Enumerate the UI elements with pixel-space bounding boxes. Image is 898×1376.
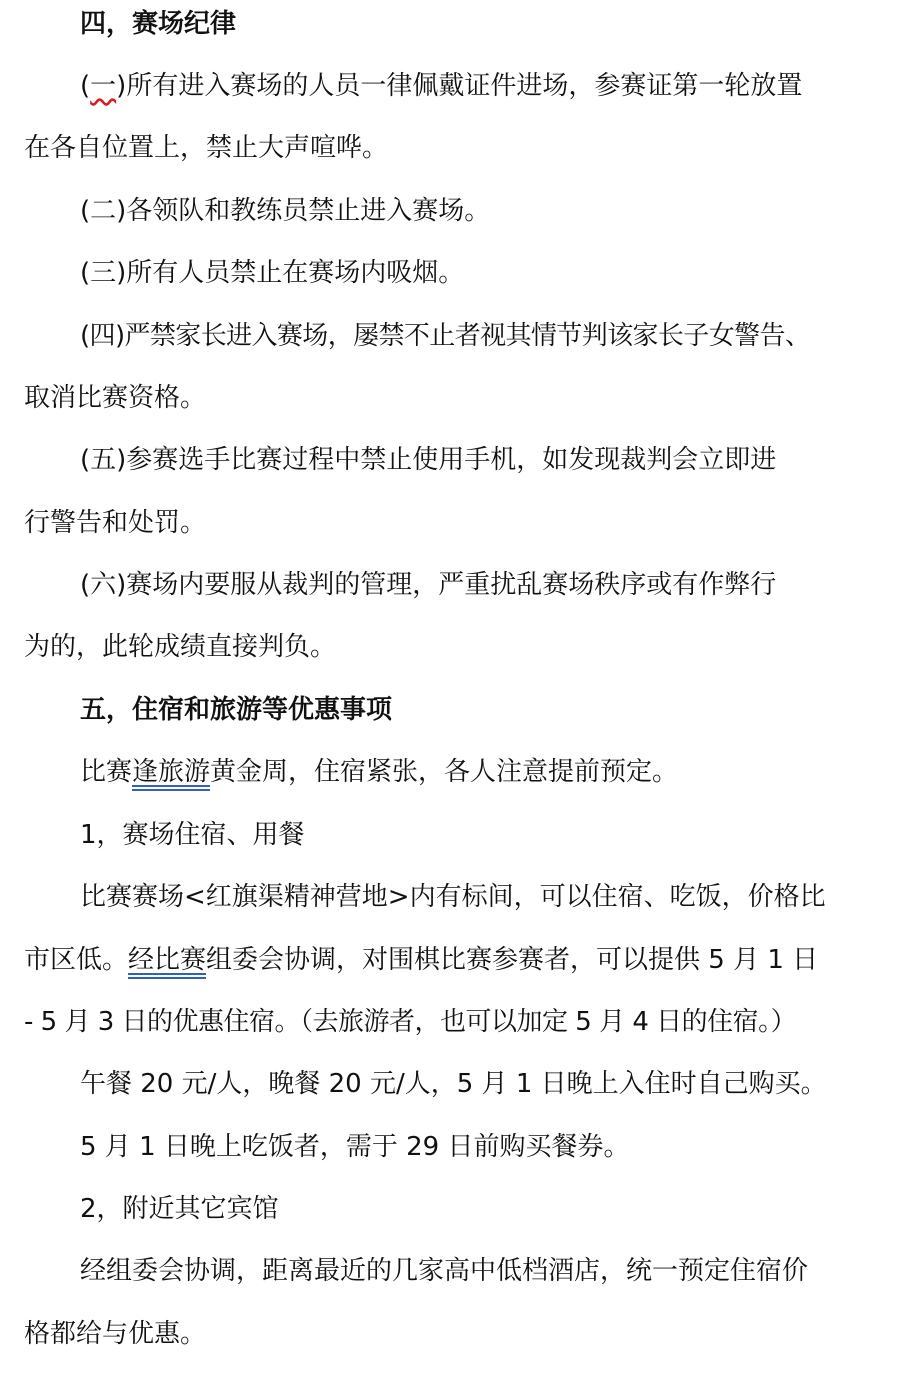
rule-5-line-2: 行警告和处罚。	[24, 508, 207, 538]
rule-6-line-2: 为的，此轮成绩直接判负。	[24, 632, 337, 662]
para-1-grammar-mark: 经比赛	[128, 945, 207, 975]
rule-1-text: 所有进入赛场的人员一律佩戴证件进场，参赛证第一轮放置	[126, 71, 803, 101]
para-1-line-2-prefix: 市区低。	[24, 945, 129, 975]
rule-6-line-1	[0, 565, 898, 605]
rule-3-text: 所有人员禁止在赛场内吸烟。	[126, 258, 465, 288]
rule-4-line-2: 取消比赛资格。	[24, 383, 207, 413]
section-5-heading: 五，住宿和旅游等优惠事项	[80, 695, 393, 725]
rule-3	[0, 253, 898, 293]
subsection-2-title: 2，附近其它宾馆	[80, 1194, 279, 1224]
rule-1-line-1	[0, 66, 898, 106]
rule-1-number-close: )	[116, 71, 127, 101]
intro-prefix: 比赛	[80, 757, 133, 787]
subsection-1-para-1-line-1: 比赛赛场<红旗渠精神营地>内有标间，可以住宿、吃饭，价格比	[80, 882, 826, 912]
subsection-2-para-line-1: 经组委会协调，距离最近的几家高中低档酒店，统一预定住宿价	[80, 1256, 809, 1286]
rule-6-number: (六)	[80, 570, 127, 600]
rule-2-number: (二)	[80, 196, 127, 226]
section-4-heading: 四，赛场纪律	[80, 9, 237, 39]
rule-5-number: (五)	[80, 445, 127, 475]
rule-4-number: (四)	[80, 321, 125, 351]
rule-2	[0, 191, 898, 231]
intro-suffix: 黄金周，住宿紧张，各人注意提前预定。	[210, 757, 679, 787]
meal-ticket-line: 5 月 1 日晚上吃饭者，需于 29 日前购买餐券。	[80, 1132, 630, 1162]
rule-4-line-1	[0, 316, 898, 356]
rule-3-number: (三)	[80, 258, 127, 288]
subsection-1-title: 1，赛场住宿、用餐	[80, 820, 305, 850]
rule-6-text: 赛场内要服从裁判的管理，严重扰乱赛场秩序或有作弊行	[126, 570, 777, 600]
section-5-intro	[0, 752, 898, 792]
rule-1-number-spellcheck-mark: 一	[90, 71, 117, 101]
rule-4-text: 严禁家长进入赛场，屡禁不止者视其情节判该家长子女警告、	[124, 321, 811, 351]
rule-2-text: 各领队和教练员禁止进入赛场。	[126, 196, 491, 226]
rule-5-line-1	[0, 440, 898, 480]
subsection-1-para-1-line-3: - 5 月 3 日的优惠住宿。（去旅游者，也可以加定 5 月 4 日的住宿。）	[24, 1007, 797, 1037]
subsection-1-para-1-line-2	[0, 940, 898, 980]
para-1-line-2-suffix: 组委会协调，对围棋比赛参赛者，可以提供 5 月 1 日	[206, 945, 819, 975]
rule-1-number-open: (	[80, 71, 91, 101]
rule-5-text: 参赛选手比赛过程中禁止使用手机，如发现裁判会立即进	[126, 445, 777, 475]
intro-grammar-mark: 逢旅游	[132, 757, 211, 787]
subsection-2-para-line-2: 格都给与优惠。	[24, 1319, 207, 1349]
rule-1-line-2: 在各自位置上，禁止大声喧哗。	[24, 133, 389, 163]
meal-price-line: 午餐 20 元/人，晚餐 20 元/人，5 月 1 日晚上入住时自己购买。	[80, 1069, 827, 1099]
